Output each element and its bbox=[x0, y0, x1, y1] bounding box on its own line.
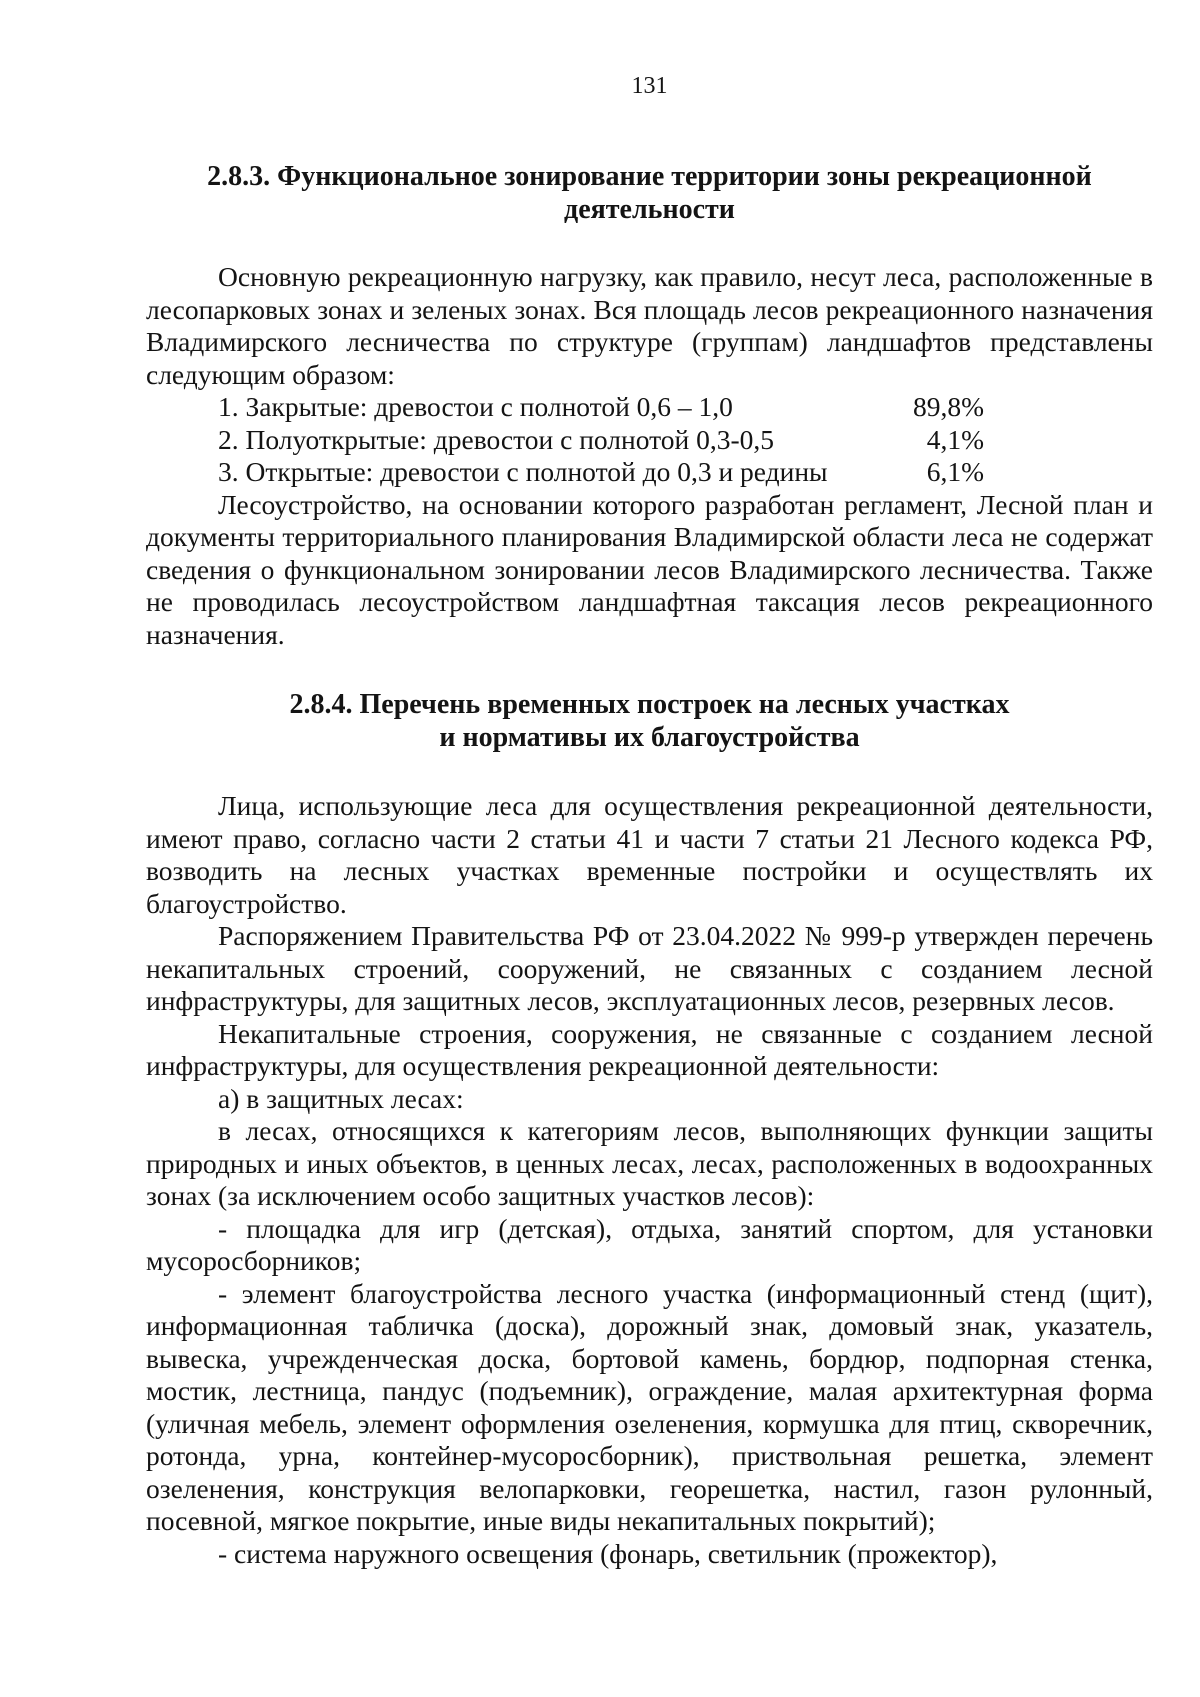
landscape-item-label: 1. Закрытые: древостои с полнотой 0,6 – 1,0 bbox=[218, 391, 733, 422]
landscape-item-percent: 6,1% bbox=[926, 456, 984, 487]
intro-paragraph: Основную рекреационную нагрузку, как правило, несут леса, расположенные в лесопарковых зонах и зеленых зонах. Вся площадь лесов рекреационного назначения Владимирского лесничества по структуре (группам) ландшафтов представлены следующим образом: bbox=[146, 261, 1153, 390]
list-item: - система наружного освещения (фонарь, светильник (прожектор), bbox=[218, 1537, 998, 1569]
landscape-item-percent: 89,8% bbox=[912, 391, 984, 422]
section-2-8-4-body bbox=[146, 790, 1153, 1570]
list-item: - элемент благоустройства лесного участка (информационный стенд (щит), информационная табличка (доска), дорожный знак, домовый знак, указатель, вывеска, учрежденческая доска, бортовой камень, бордюр, подпорная стенка, мостик, лестница, пандус (подъемник), ограждение, малая архитектурная форма (уличная мебель, элемент оформления озеленения, кормушка для птиц, скворечник, ротонда, урна, контейнер-мусоросборник), приствольная решетка, элемент озеленения, конструкция велопарковки, георешетка, настил, газон рулонный, посевной, мягкое покрытие, иные виды некапитальных покрытий); bbox=[146, 1277, 1153, 1536]
section-title-line: 2.8.3. Функциональное зонирование территории зоны рекреационной bbox=[207, 161, 1092, 192]
section-title-line: деятельности bbox=[564, 194, 735, 225]
landscape-item bbox=[146, 456, 1153, 489]
landscape-item bbox=[146, 424, 1153, 457]
body-paragraph: Распоряжением Правительства РФ от 23.04.2022 № 999-р утвержден перечень некапитальных строений, сооружений, не связанных с созданием лесной инфраструктуры, для защитных лесов, эксплуатационных лесов, резервных лесов. bbox=[146, 920, 1153, 1016]
closing-paragraph: Лесоустройство, на основании которого разработан регламент, Лесной план и документы территориального планирования Владимирской области леса не содержат сведения о функциональном зонировании лесов Владимирского лесничества. Также не проводилась лесоустройством ландшафтная таксация лесов рекреационного назначения. bbox=[146, 488, 1153, 650]
section-2-8-3-body bbox=[146, 261, 1153, 651]
landscape-item-label: 2. Полуоткрытые: древостои с полнотой 0,3-0,5 bbox=[218, 423, 775, 455]
landscape-item-label: 3. Открытые: древостои с полнотой до 0,3 и редины bbox=[218, 456, 828, 487]
body-paragraph: а) в защитных лесах: bbox=[218, 1082, 464, 1114]
page-number: 131 bbox=[631, 73, 668, 99]
section-2-8-3-title bbox=[146, 160, 1153, 226]
section-title-line: и нормативы их благоустройства bbox=[439, 722, 860, 753]
section-title-line: 2.8.4. Перечень временных построек на лесных участках bbox=[289, 689, 1010, 720]
body-paragraph: Лица, использующие леса для осуществления рекреационной деятельности, имеют право, согласно части 2 статьи 41 и части 7 статьи 21 Лесного кодекса РФ, возводить на лесных участках временные постройки и осуществлять их благоустройство. bbox=[146, 790, 1153, 919]
list-item: - площадка для игр (детская), отдыха, занятий спортом, для установки мусоросборников; bbox=[146, 1212, 1153, 1276]
section-2-8-4-title bbox=[146, 688, 1153, 754]
body-paragraph: в лесах, относящихся к категориям лесов, выполняющих функции защиты природных и иных объектов, в ценных лесах, лесах, расположенных в водоохранных зонах (за исключением особо защитных участков лесов): bbox=[146, 1115, 1153, 1211]
body-paragraph: Некапитальные строения, сооружения, не связанные с созданием лесной инфраструктуры, для осуществления рекреационной деятельности: bbox=[146, 1017, 1153, 1081]
landscape-item bbox=[146, 391, 1153, 424]
landscape-item-percent: 4,1% bbox=[926, 423, 984, 455]
